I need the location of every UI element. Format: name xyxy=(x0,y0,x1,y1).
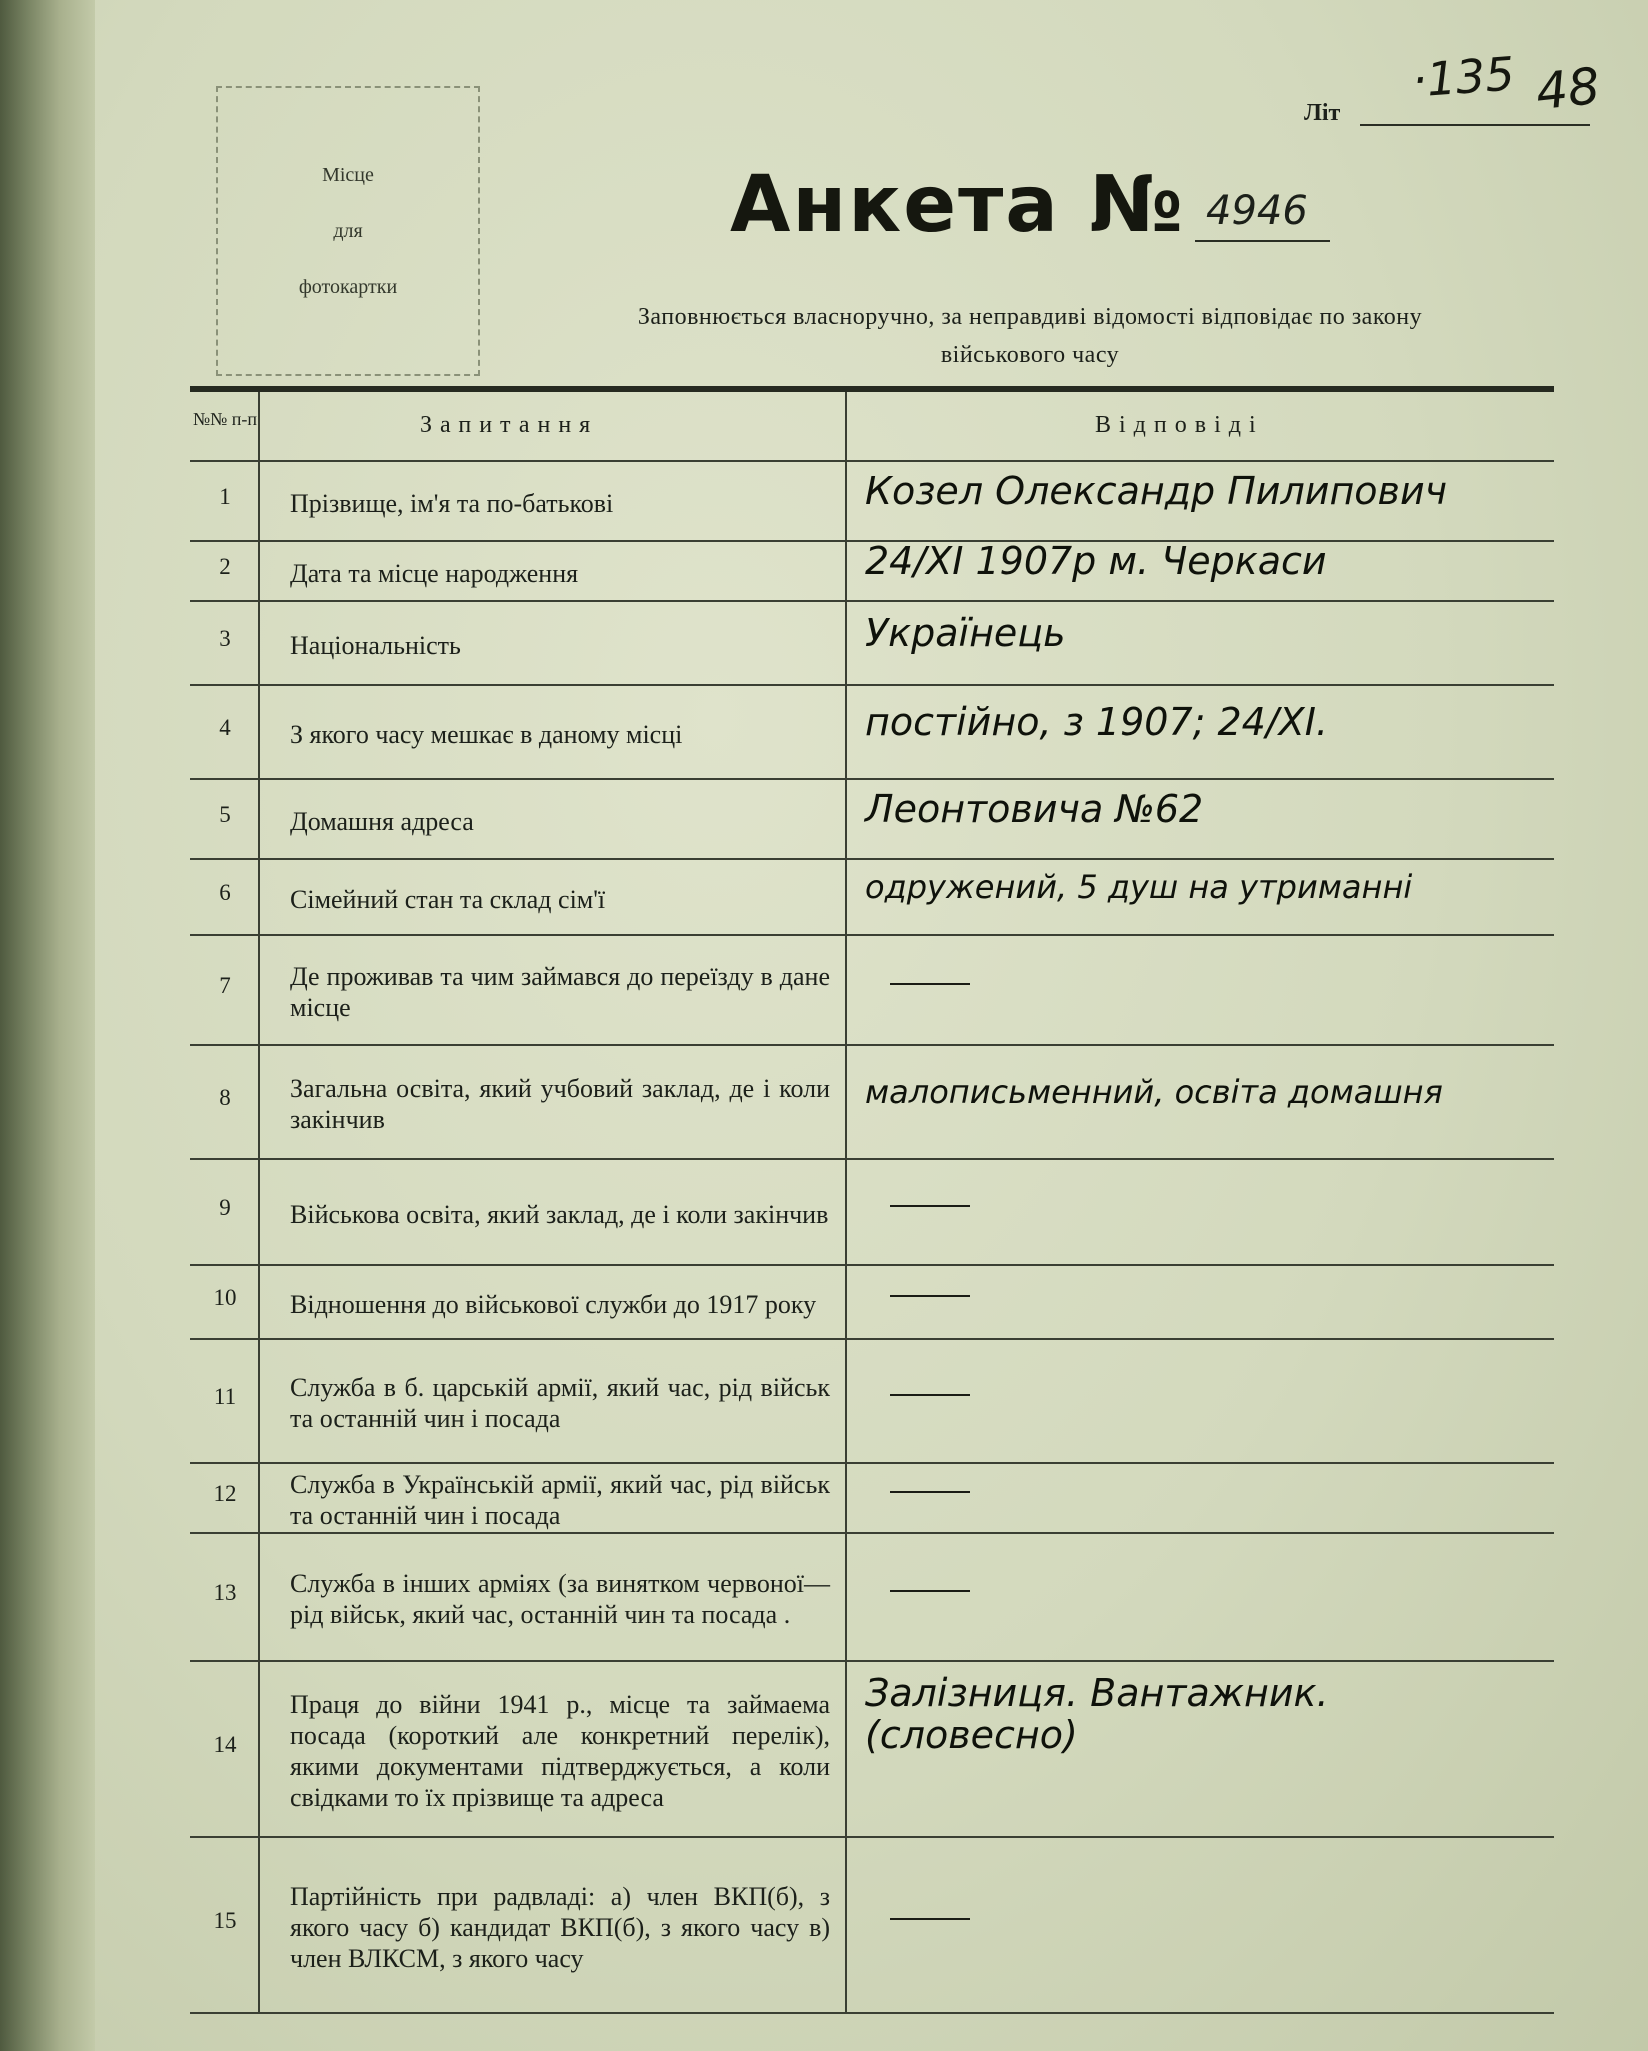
row-answer: постійно, з 1907; 24/XI. xyxy=(865,700,1328,744)
row-answer-dash xyxy=(890,1491,970,1493)
instructions-line2: військового часу xyxy=(940,342,1120,368)
form-number: 4946 xyxy=(1206,188,1308,234)
row-question-text: Відношення до військової служби до 1917 року xyxy=(290,1289,817,1319)
table-row xyxy=(190,858,1554,936)
photo-placeholder-line1: Місце xyxy=(322,164,374,186)
row-number: 10 xyxy=(213,1285,237,1310)
row-question xyxy=(290,694,830,774)
table-row xyxy=(190,1462,1554,1534)
row-answer-dash xyxy=(890,1918,970,1920)
row-question xyxy=(290,1348,830,1458)
row-question-text: Партійність при радвладі: а) член ВКП(б), з якого часу б) кандидат ВКП(б), з якого часу в) член ВЛКСМ, з якого часу xyxy=(290,1881,830,1973)
row-question-text: Праця до війни 1941 р., місце та займаема посада (короткий але конкретний перелік), якими документами підтверджується, а коли свідками то їх прізвище та адреса xyxy=(290,1690,830,1812)
row-question-text: З якого часу мешкає в даному місці xyxy=(290,719,683,749)
row-question xyxy=(290,1054,830,1154)
row-question-text: Домашня адреса xyxy=(290,806,474,836)
table-row xyxy=(190,460,1554,542)
table-row xyxy=(190,684,1554,780)
form-title: Анкета № xyxy=(730,160,1185,250)
row-number: 15 xyxy=(213,1908,237,1933)
table-row xyxy=(190,934,1554,1046)
row-number: 13 xyxy=(213,1580,237,1605)
row-question xyxy=(290,1542,830,1656)
photo-placeholder xyxy=(216,86,480,376)
lit-label: Літ xyxy=(1304,100,1341,126)
row-number: 14 xyxy=(213,1732,237,1757)
row-answer-dash xyxy=(890,1590,970,1592)
row-question-text: Служба в б. царській армії, який час, рід військ та останній чин і посада xyxy=(290,1373,830,1433)
table-row xyxy=(190,1338,1554,1464)
lit-underline xyxy=(1360,124,1590,126)
row-number: 4 xyxy=(219,715,231,740)
row-question-text: Загальна освіта, який учбовий заклад, де і коли закінчив xyxy=(290,1074,830,1134)
row-number: 7 xyxy=(219,973,231,998)
row-answer: Леонтовича №62 xyxy=(865,787,1204,831)
row-question-text: Прізвище, ім'я та по-батькові xyxy=(290,488,614,518)
header-answer: Відповіді xyxy=(1095,412,1264,438)
form-number-underline xyxy=(1195,240,1330,242)
header-num: №№ п-п xyxy=(192,409,258,429)
row-question xyxy=(290,550,830,596)
row-question-text: Сімейний стан та склад сім'ї xyxy=(290,884,606,914)
row-question xyxy=(290,1168,830,1260)
row-answer-dash xyxy=(890,983,970,985)
row-answer: 24/XI 1907р м. Черкаси xyxy=(865,539,1327,583)
row-number: 2 xyxy=(219,554,231,579)
row-question-text: Дата та місце народження xyxy=(290,558,579,588)
row-question xyxy=(290,610,830,680)
table-row xyxy=(190,1660,1554,1838)
row-number: 8 xyxy=(219,1085,231,1110)
table-row xyxy=(190,1044,1554,1160)
row-question xyxy=(290,1670,830,1832)
lit-number-1: ·135 xyxy=(1410,46,1517,108)
header-question: Запитання xyxy=(420,412,599,438)
table-row xyxy=(190,1532,1554,1662)
row-number: 12 xyxy=(213,1481,237,1506)
row-number: 3 xyxy=(219,626,231,651)
table-row xyxy=(190,600,1554,686)
row-question-text: Служба в інших арміях (за винятком червоної—рід військ, який час, останній чин та посада . xyxy=(290,1569,830,1629)
binding-edge xyxy=(0,0,95,2051)
photo-placeholder-line3: фотокартки xyxy=(298,276,398,298)
row-question-text: Військова освіта, який заклад, де і коли закінчив xyxy=(290,1199,829,1229)
row-question xyxy=(290,788,830,854)
table-header-row xyxy=(190,392,1554,462)
table-row xyxy=(190,1836,1554,2014)
row-question xyxy=(290,1274,830,1334)
instructions-line1: Заповнюється власноручно, за неправдиві відомості відповідає по закону xyxy=(637,304,1423,330)
row-answer: Козел Олександр Пилипович xyxy=(865,469,1448,513)
lit-number-2: 48 xyxy=(1533,56,1603,122)
row-question-text: Служба в Українській армії, який час, рід військ та останній чин і посада xyxy=(290,1470,830,1530)
row-question xyxy=(290,868,830,930)
row-number: 11 xyxy=(213,1384,237,1409)
table-row xyxy=(190,1264,1554,1340)
table-row xyxy=(190,540,1554,602)
row-question-text: Де проживав та чим займався до переїзду в дане місце xyxy=(290,962,830,1022)
questionnaire-table xyxy=(190,386,1554,2012)
row-answer: Українець xyxy=(865,611,1066,655)
row-question xyxy=(290,1472,830,1528)
row-question-text: Національність xyxy=(290,630,461,660)
row-number: 5 xyxy=(219,802,231,827)
row-number: 6 xyxy=(219,880,231,905)
row-question xyxy=(290,1846,830,2008)
photo-placeholder-line2: для xyxy=(333,220,363,242)
row-answer: малописьменний, освіта домашня xyxy=(865,1073,1443,1111)
row-question xyxy=(290,944,830,1040)
row-answer: Залізниця. Вантажник. (словесно) xyxy=(865,1671,1329,1757)
row-answer-dash xyxy=(890,1394,970,1396)
row-answer-dash xyxy=(890,1295,970,1297)
table-row xyxy=(190,1158,1554,1266)
instructions xyxy=(500,298,1560,374)
row-answer: одружений, 5 душ на утриманні xyxy=(865,868,1413,906)
row-answer-dash xyxy=(890,1205,970,1207)
row-question xyxy=(290,470,830,536)
table-row xyxy=(190,778,1554,860)
row-number: 9 xyxy=(219,1195,231,1220)
row-number: 1 xyxy=(219,484,231,509)
